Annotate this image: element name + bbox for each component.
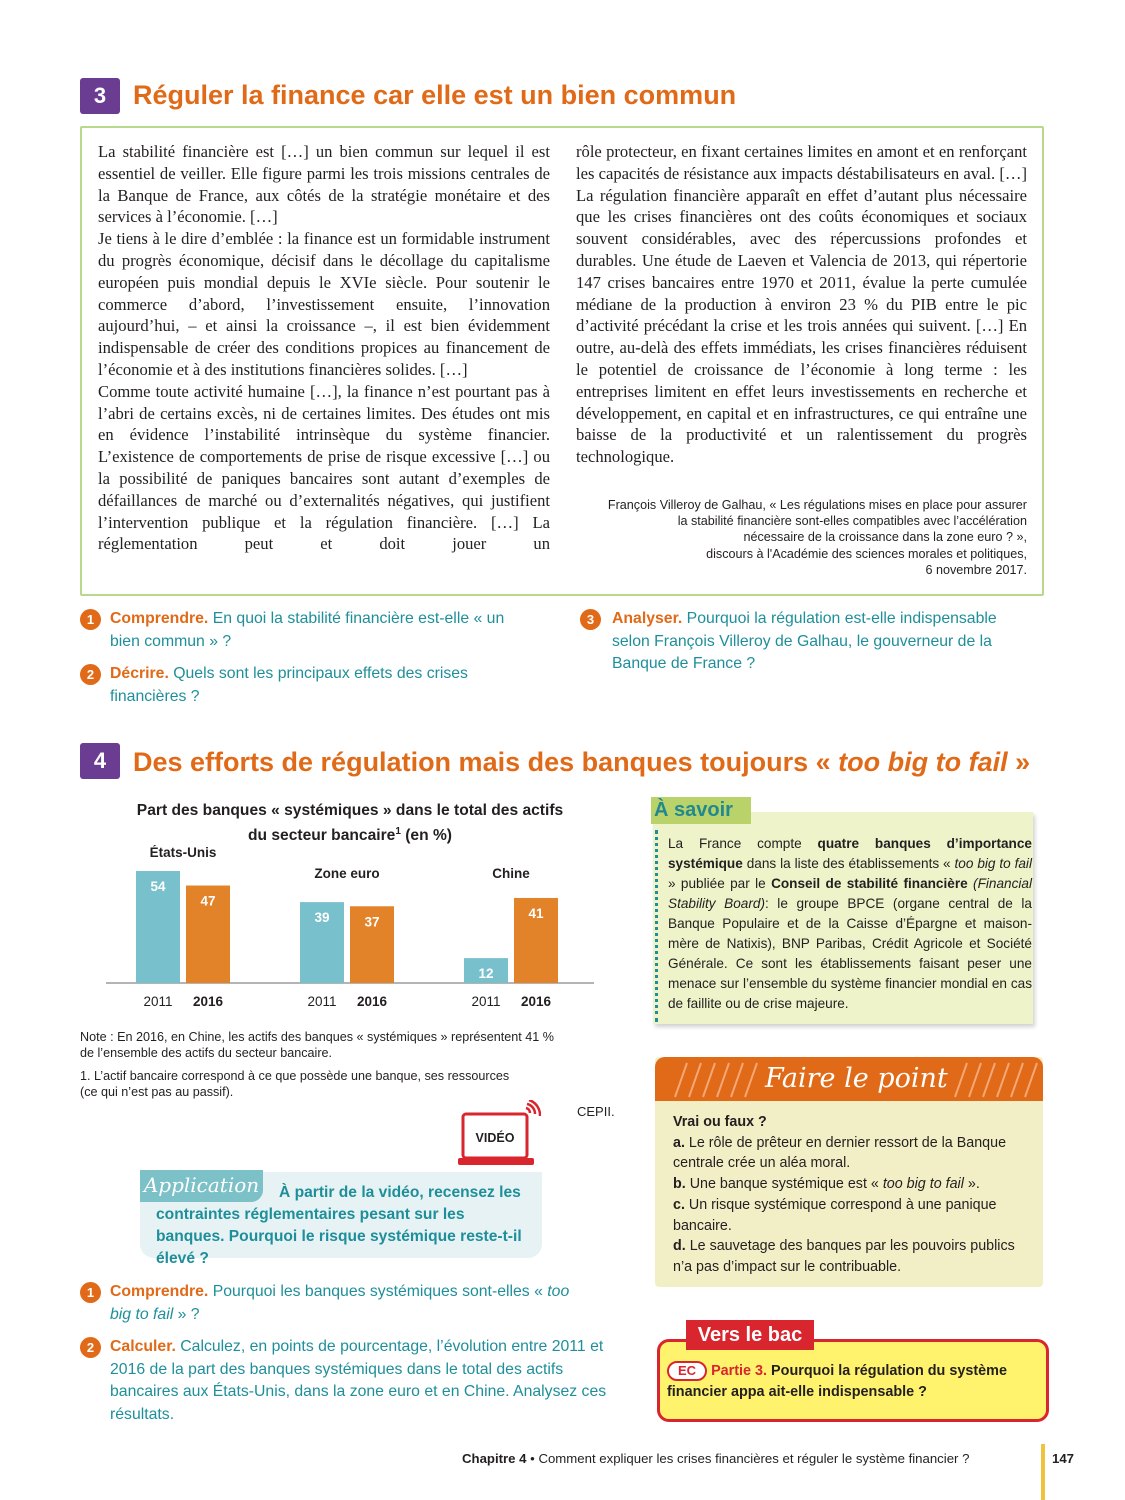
application-text: À partir de la vidéo, recensez les contraintes réglementaires pesant sur les banques. Pourquoi le risque systémique reste-t-il élevé ? — [156, 1184, 522, 1267]
document-column-left — [98, 141, 550, 555]
question-number: 1 — [80, 609, 101, 630]
asavoir-tag: À savoir — [651, 797, 751, 824]
question-decrire: Décrire. Quels sont les principaux effets des crises financières ? — [110, 665, 468, 705]
faire-le-point-content: Vrai ou faux ? a. Le rôle de prêteur en dernier ressort de la Banque centrale crée un aléa moral. b. Une banque systémique est « too big to fail ». c. Un risque systémique correspond à une panique bancaire. d. Le sauvetage des banques par les pouvoirs publics n’a pas d’impact sur le contribuable. — [673, 1112, 1033, 1278]
document-paragraph: rôle protecteur, en fixant certaines limites en amont et en renforçant les capacités de résistance aux impacts déstabilisateurs en aval. […] La régulation financière apparaît en effet d’autant plus nécessaire que les crises financières ont des coûts économiques et sociaux souvent considérables, avec des répercussions profondes et durables. Une étude de Laeven et Valencia de 2013, qui répertorie 147 crises bancaires entre 1970 et 2011, évalue la perte cumulée médiane de la production à environ 23 % du PIB entre le pic d’activité précédant la crise et les trois années qui suivent. […] En outre, au-delà des effets immédiats, les crises financières réduisent le potentiel de croissance de l’économie à long terme : les entreprises limitent en effet leurs investissements en recherche et développement, en capital et en infrastructures, ce qui entraîne une baisse de la productivité et un ralentissement du progrès technologique. — [576, 142, 1027, 467]
question-analyser: Analyser. Pourquoi la régulation est-elle indispensable selon François Villeroy de Galhau, le gouverneur de la Banque de France ? — [612, 610, 997, 672]
bar-value-label: 12 — [478, 966, 494, 982]
question-comprendre: Comprendre. En quoi la stabilité financière est-elle « un bien commun » ? — [110, 610, 505, 650]
bar-chart — [100, 845, 600, 1020]
question-number: 1 — [80, 1282, 101, 1303]
tick-label: 2016 — [520, 994, 552, 1009]
video-button[interactable] — [457, 1100, 541, 1170]
section-number: 3 — [80, 78, 120, 114]
video-label: VIDÉO — [475, 1131, 515, 1145]
tick-label: 2011 — [471, 994, 501, 1009]
list-item: b. Une banque systémique est « too big to fail ». — [673, 1176, 980, 1193]
list-item: c. Un risque systémique correspond à une panique bancaire. — [673, 1196, 997, 1234]
bar-value-label: 41 — [528, 905, 544, 921]
bar-value-label: 47 — [200, 893, 216, 909]
group-label: États-Unis — [149, 845, 217, 860]
document-column-right — [576, 141, 1027, 468]
page-number: 147 — [1052, 1451, 1075, 1466]
tick-label: 2016 — [356, 994, 388, 1009]
faire-le-point-title: Faire le point — [765, 1063, 948, 1094]
document-paragraph: Comme toute activité humaine […], la finance n’est pourtant pas à l’abri de certains excès, ni de certaines limites. Des études ont mis en évidence l’instabilité intrinsèque du système financier. L’existence de comportements de prise de risque excessive […] ou la possibilité de paniques bancaires sont autant d’exemples de défaillances de marché ou d’externalités négatives, qui justifient l’intervention publique et la régulation financière. […] La réglementation peut et doit jouer un — [98, 381, 550, 554]
vers-le-bac-text: EC Partie 3. Pourquoi la régulation du système financier appa ait-elle indispensable ? — [667, 1363, 1007, 1400]
chart-source: CEPII. — [577, 1104, 615, 1119]
asavoir-text: La France compte quatre banques d’importance systémique dans la liste des établissements « too big to fail » publiée par le Conseil de stabilité financière (Financial Stability Board): le groupe BPCE (organe central de la Banque Populaire et de la Caisse d’Épargne et maison-mère de Natixis), BNP Paribas, Crédit Agricole et Société Générale. Ce sont les établissements faisant peser une menace sur l’ensemble du système financier mondial en cas de faillite ou de crise majeure. — [668, 836, 1032, 1011]
application-tag: Application — [140, 1170, 263, 1202]
ec-badge: EC — [667, 1361, 707, 1381]
question-comprendre: Comprendre. Pourquoi les banques systémiques sont-elles « too big to fail » ? — [110, 1283, 570, 1323]
question-number: 3 — [580, 609, 601, 630]
question-number: 2 — [80, 1337, 101, 1358]
footer-bar — [1041, 1444, 1045, 1500]
bar-value-label: 39 — [314, 910, 330, 926]
tick-label: 2011 — [143, 994, 173, 1009]
page-footer: Chapitre 4 • Comment expliquer les crises financières et réguler le système financier ? — [462, 1451, 970, 1466]
section-title: Réguler la finance car elle est un bien commun — [133, 80, 737, 110]
group-label: Chine — [492, 865, 530, 881]
section-title: Des efforts de régulation mais des banques toujours « too big to fail » — [133, 747, 1031, 777]
chart-title: Part des banques « systémiques » dans le total des actifs du secteur bancaire$^1$ (en %) — [136, 802, 564, 845]
asavoir-dotted-border — [655, 830, 658, 1022]
tick-label: 2016 — [192, 994, 224, 1009]
chart-footnote: 1. L’actif bancaire correspond à ce que possède une banque, ses ressources (ce qui n’est pas au passif). — [80, 1069, 510, 1099]
list-item: d. Le sauvetage des banques par les pouvoirs publics n’a pas d’impact sur le contribuable. — [673, 1238, 1015, 1275]
group-label: Zone euro — [314, 865, 380, 881]
tick-label: 2011 — [307, 994, 337, 1009]
bar-value-label: 54 — [150, 879, 166, 894]
bar-value-label: 37 — [364, 914, 380, 930]
chart-note: Note : En 2016, en Chine, les actifs des banques « systémiques » représentent 41 % de l’ensemble des actifs du secteur bancaire. — [80, 1030, 554, 1060]
question-calculer: Calculer. Calculez, en points de pourcentage, l’évolution entre 2011 et 2016 de la part des banques systémiques dans le total des actifs bancaires aux États-Unis, dans la zone euro et en Chine. Analysez ces résultats. — [110, 1338, 607, 1423]
question-number: 2 — [80, 664, 101, 685]
document-source: François Villeroy de Galhau, « Les régulations mises en place pour assurer la stabilité financière sont-elles compatibles avec l’accélération nécessaire de la croissance dans la zone euro ? », discours à l'Académie des sciences morales et politiques, 6 novembre 2017. — [607, 498, 1027, 577]
document-paragraph: Je tiens à le dire d’emblée : la finance est un formidable instrument du progrès économique, décisif dans le décollage du capitalisme européen puis mondial depuis le XVIe siècle. Pour soutenir le commerce d’abord, l’investissement ensuite, l’innovation aujourd’hui, – et ainsi la croissance –, il est bien évidemment indispensable de créer des conditions propices au financement de l’économie et à des institutions financières solides. […] — [98, 229, 550, 379]
section-number: 4 — [80, 743, 120, 779]
document-paragraph: La stabilité financière est […] un bien commun sur lequel il est essentiel de veiller. Elle figure parmi les trois missions centrales de la Banque de France, aux côtés de la stratégie monétaire et des services à l’économie. […] — [98, 142, 550, 227]
list-item: a. Le rôle de prêteur en dernier ressort de la Banque centrale crée un aléa moral. — [673, 1134, 1007, 1172]
vers-le-bac-tag: Vers le bac — [686, 1320, 814, 1350]
